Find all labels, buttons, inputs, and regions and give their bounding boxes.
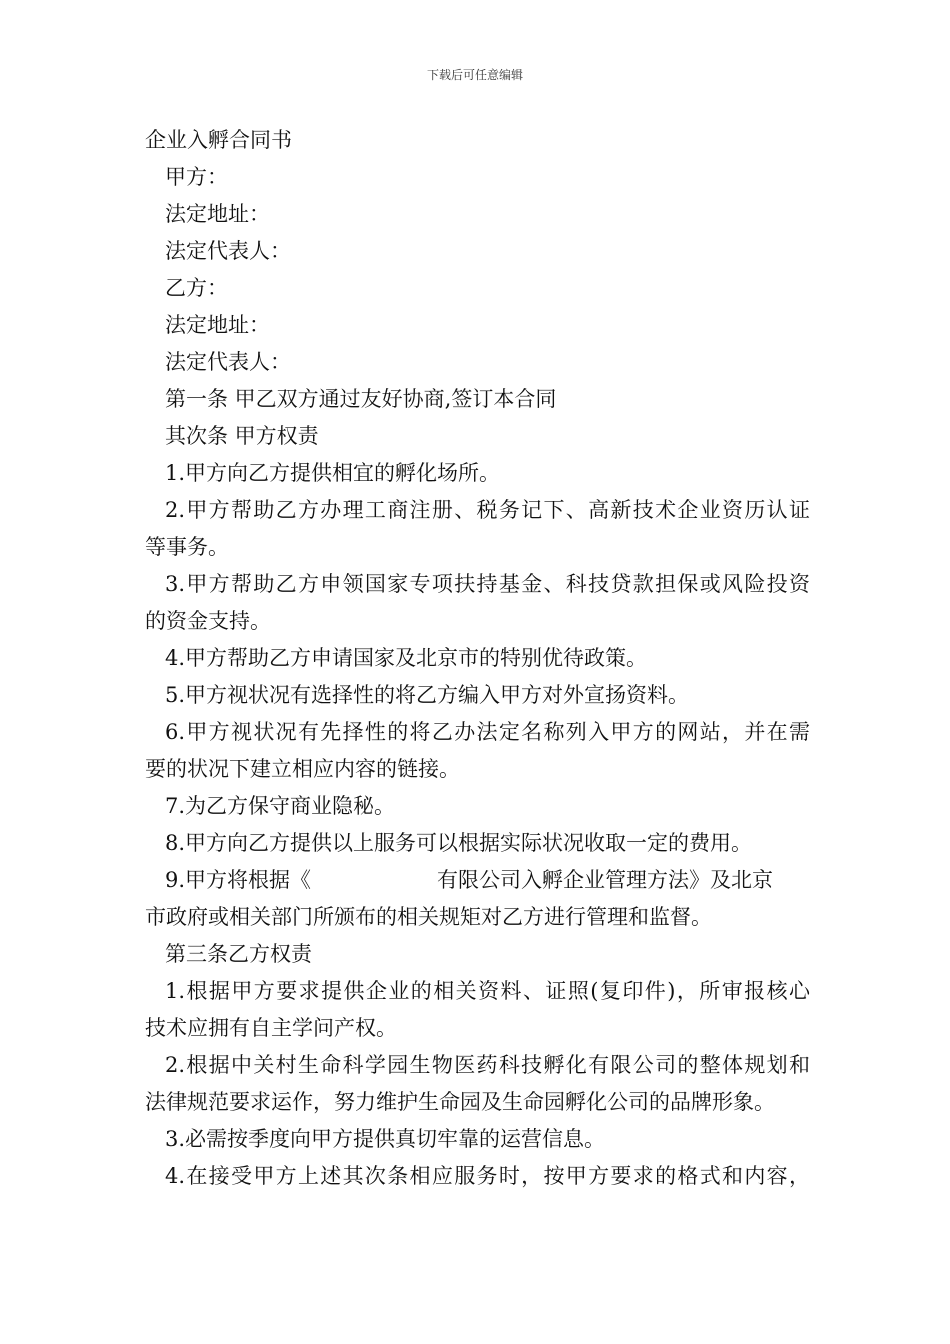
party-a-address: 法定地址： bbox=[165, 202, 270, 226]
article-3-item-1-line-2: 技术应拥有自主学问产权。 bbox=[145, 1016, 397, 1040]
article-2-item-9-line-1-start: 9.甲方将根据《 bbox=[165, 868, 312, 892]
article-3-title: 第三条乙方权责 bbox=[165, 942, 312, 966]
document-body bbox=[145, 122, 810, 1195]
article-2-item-9-line-2: 市政府或相关部门所颁布的相关规矩对乙方进行管理和监督。 bbox=[145, 905, 712, 929]
article-2-item-6-line-1: 6.甲方视状况有先择性的将乙办法定名称列入甲方的网站，并在需 bbox=[165, 720, 810, 744]
party-b-label: 乙方： bbox=[165, 276, 228, 300]
article-2-item-3-line-1: 3.甲方帮助乙方申领国家专项扶持基金、科技贷款担保或风险投资 bbox=[165, 572, 810, 596]
article-3-item-4-line-1: 4.在接受甲方上述其次条相应服务时，按甲方要求的格式和内容， bbox=[165, 1164, 810, 1188]
article-2-item-9-line-1-end: 有限公司入孵企业管理方法》及北京 bbox=[437, 868, 774, 892]
article-2-item-9-line-1 bbox=[145, 862, 810, 899]
article-2-title: 其次条 甲方权责 bbox=[165, 424, 319, 448]
article-2-item-2-line-2: 等事务。 bbox=[145, 535, 229, 559]
document-title: 企业入孵合同书 bbox=[145, 128, 292, 152]
article-3-item-3: 3.必需按季度向甲方提供真切牢靠的运营信息。 bbox=[165, 1127, 606, 1151]
article-1: 第一条 甲乙双方通过友好协商,签订本合同 bbox=[165, 387, 557, 411]
party-b-representative: 法定代表人： bbox=[165, 350, 291, 374]
page-header: 下载后可任意编辑 bbox=[426, 68, 523, 82]
article-3-item-2-line-2: 法律规范要求运作，努力维护生命园及生命园孵化公司的品牌形象。 bbox=[145, 1090, 775, 1114]
article-2-item-4: 4.甲方帮助乙方申请国家及北京市的特别优待政策。 bbox=[165, 646, 648, 670]
article-2-item-2-line-1: 2.甲方帮助乙方办理工商注册、税务记下、高新技术企业资历认证 bbox=[165, 498, 810, 522]
article-3-item-2-line-1: 2.根据中关村生命科学园生物医药科技孵化有限公司的整体规划和 bbox=[165, 1053, 810, 1077]
article-3-item-1-line-1: 1.根据甲方要求提供企业的相关资料、证照(复印件)，所审报核心 bbox=[165, 979, 810, 1003]
article-2-item-6-line-2: 要的状况下建立相应内容的链接。 bbox=[145, 757, 460, 781]
article-2-item-7: 7.为乙方保守商业隐秘。 bbox=[165, 794, 396, 818]
party-a-label: 甲方： bbox=[165, 165, 228, 189]
article-2-item-3-line-2: 的资金支持。 bbox=[145, 609, 271, 633]
article-2-item-5: 5.甲方视状况有选择性的将乙方编入甲方对外宣扬资料。 bbox=[165, 683, 690, 707]
party-a-representative: 法定代表人： bbox=[165, 239, 291, 263]
article-2-item-1: 1.甲方向乙方提供相宜的孵化场所。 bbox=[165, 461, 501, 485]
article-2-item-8: 8.甲方向乙方提供以上服务可以根据实际状况收取一定的费用。 bbox=[165, 831, 753, 855]
party-b-address: 法定地址： bbox=[165, 313, 270, 337]
